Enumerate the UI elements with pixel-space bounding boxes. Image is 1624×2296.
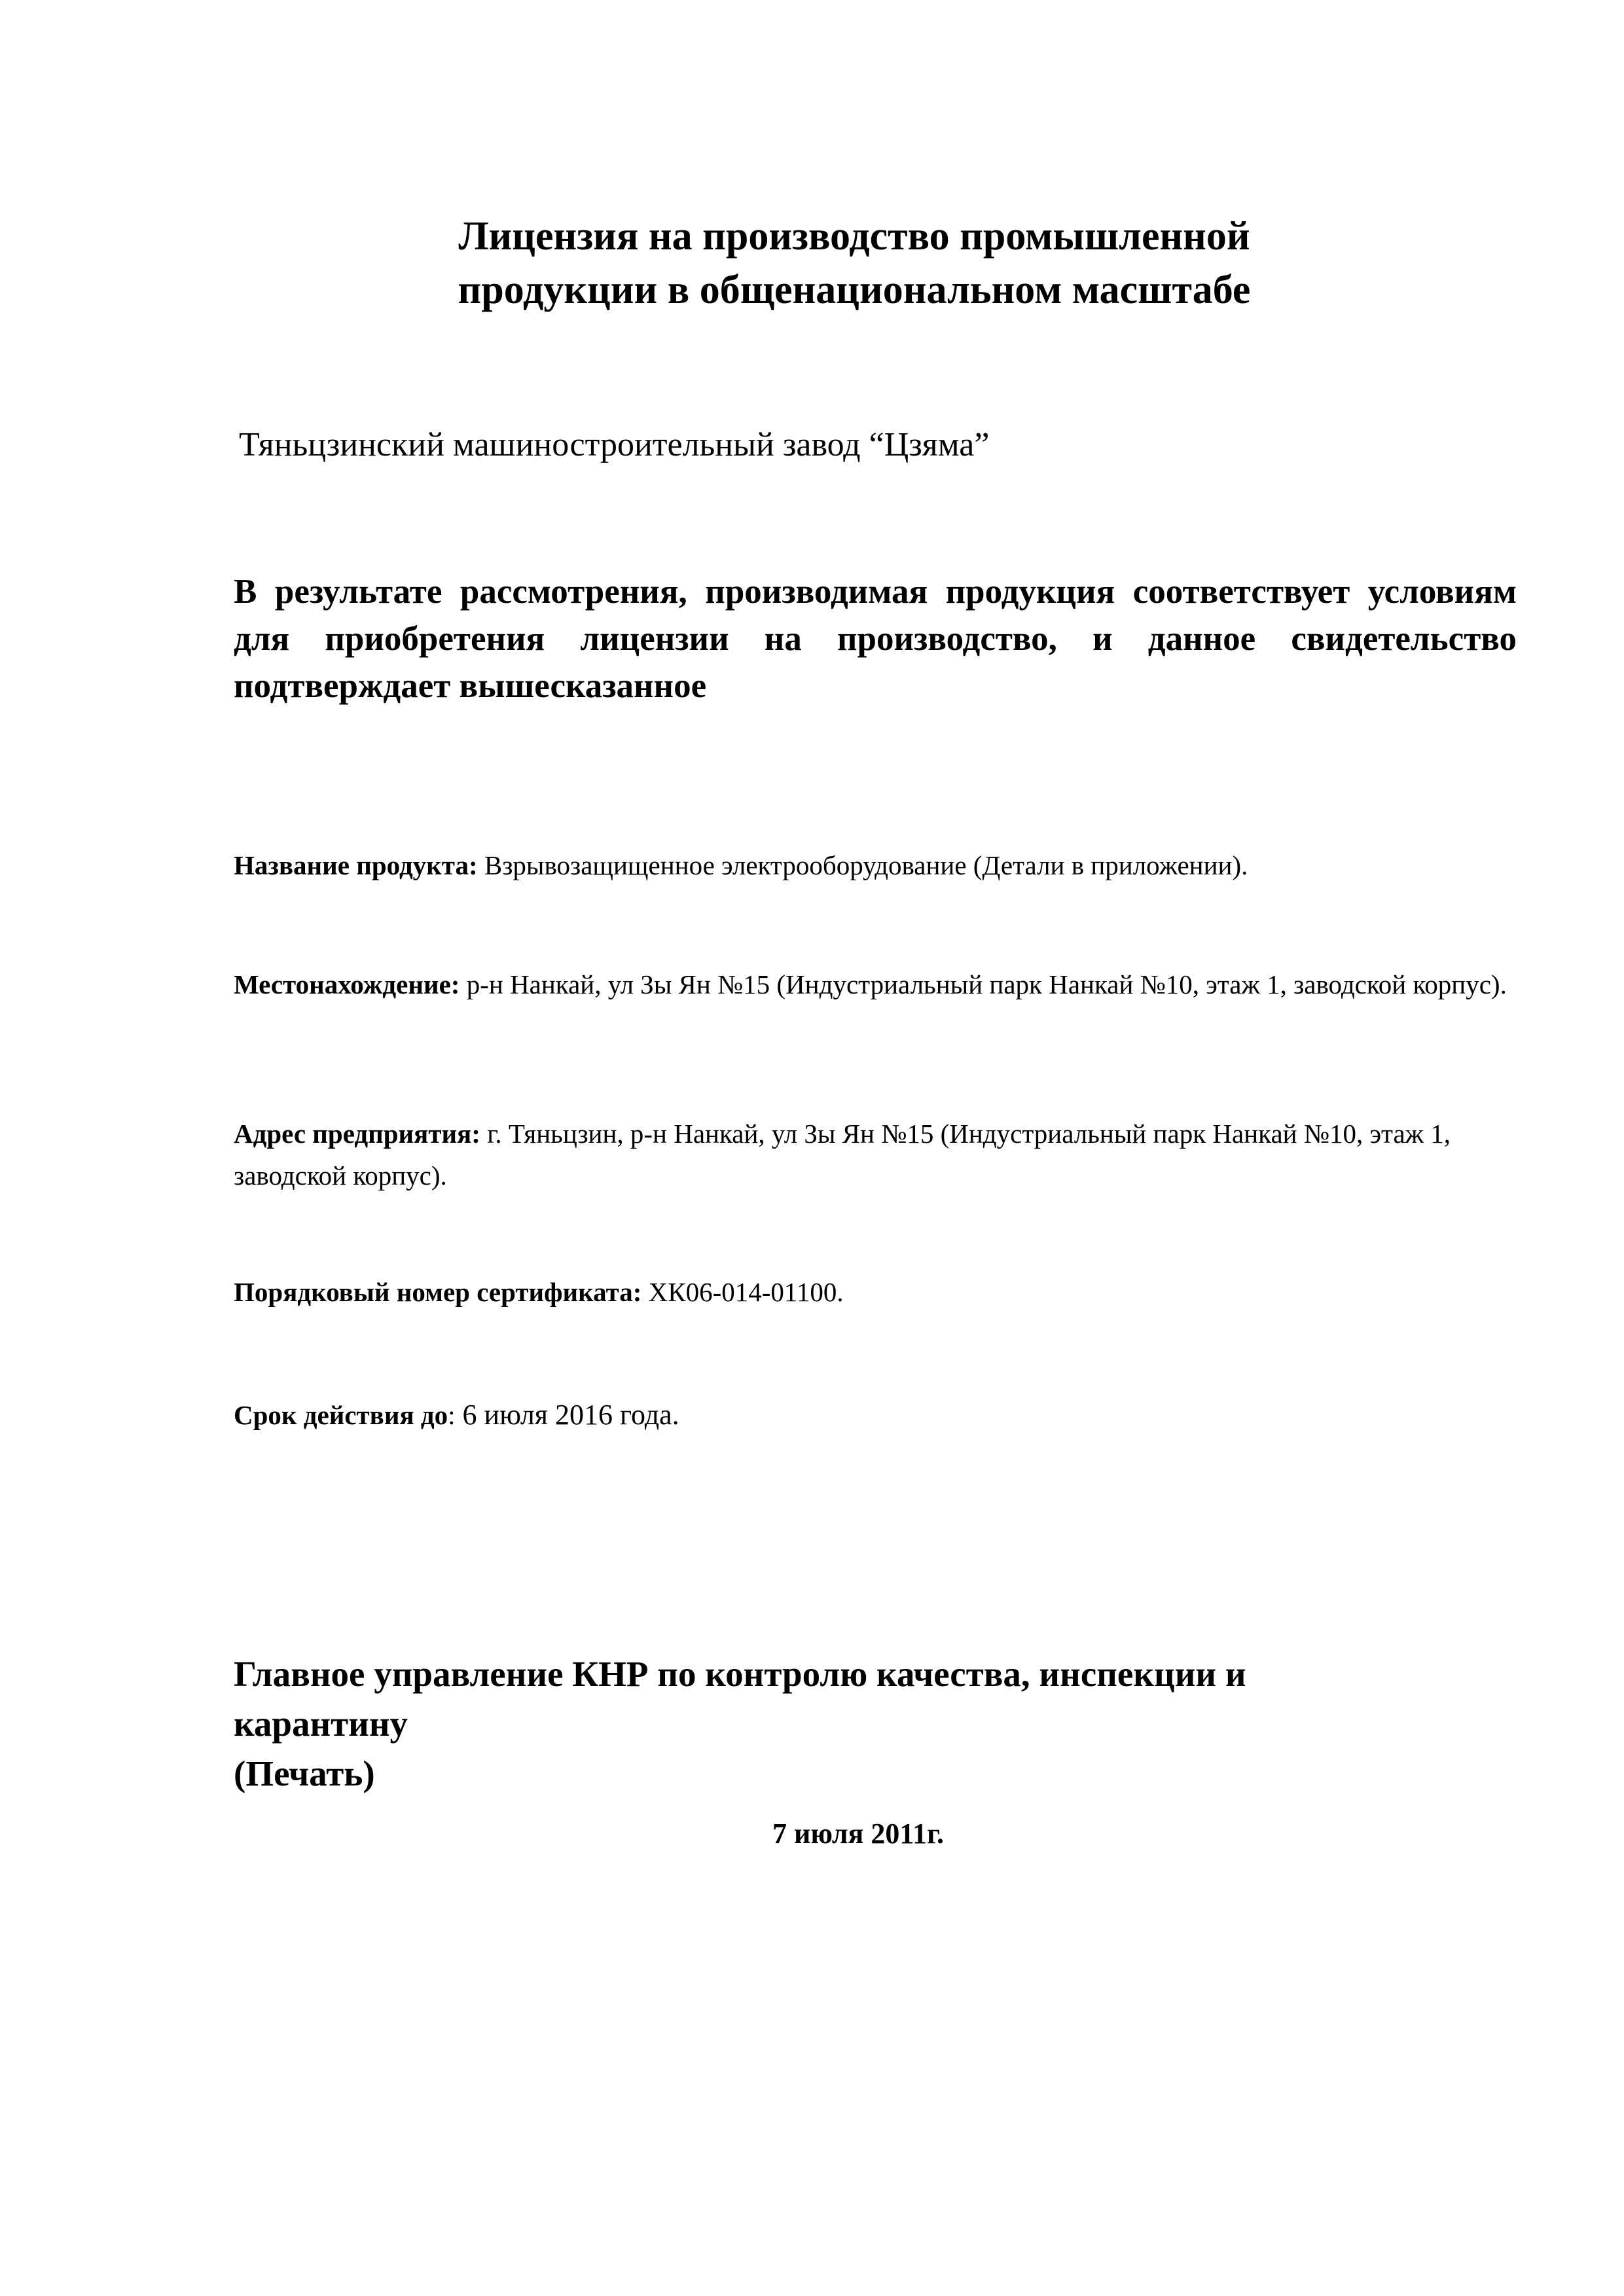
authority-line-2: карантину [234,1704,408,1744]
location-field [234,963,1517,1005]
certification-statement: В результате рассмотрения, производимая продукция соответствует условиям для приобретения лицензии на производство, и данное свидетельство подтверждает вышесказанное [234,573,1517,705]
title-line-1: Лицензия на производство промышленной [458,214,1250,259]
validity-colon: : [448,1400,456,1430]
validity-label: Срок действия до [234,1400,448,1430]
certificate-number-label: Порядковый номер сертификата: [234,1277,642,1307]
certificate-number-field [234,1271,1517,1313]
title-line-2: продукции в общенациональном масштабе [458,268,1251,312]
seal-note: (Печать) [234,1753,375,1793]
issue-date: 7 июля 2011г. [772,1818,944,1850]
location-label: Местонахождение: [234,969,460,999]
enterprise-address-field [234,1113,1517,1196]
product-name-field [234,844,1517,886]
validity-field [234,1394,1517,1436]
location-value: р-н Нанкай, ул Зы Ян №15 (Индустриальный парк Нанкай №10, этаж 1, заводской корпус). [460,969,1507,999]
validity-value: 6 июля 2016 года. [455,1399,679,1431]
document-title [347,209,1362,317]
enterprise-address-label: Адрес предприятия: [234,1119,480,1149]
product-name-value: Взрывозащищенное электрооборудование (Детали в приложении). [477,850,1248,880]
product-name-label: Название продукта: [234,850,478,880]
company-name: Тяньцзинский машиностроительный завод “Цзяма” [239,426,990,463]
authority-line-1: Главное управление КНР по контролю качества, инспекции и [234,1654,1246,1694]
certificate-number-value: ХК06-014-01100. [641,1277,844,1307]
issuing-authority [234,1649,1412,1799]
enterprise-address-value: г. Тяньцзин, р-н Нанкай, ул Зы Ян №15 (Индустриальный парк Нанкай №10, этаж 1, заводской корпус). [234,1119,1451,1191]
